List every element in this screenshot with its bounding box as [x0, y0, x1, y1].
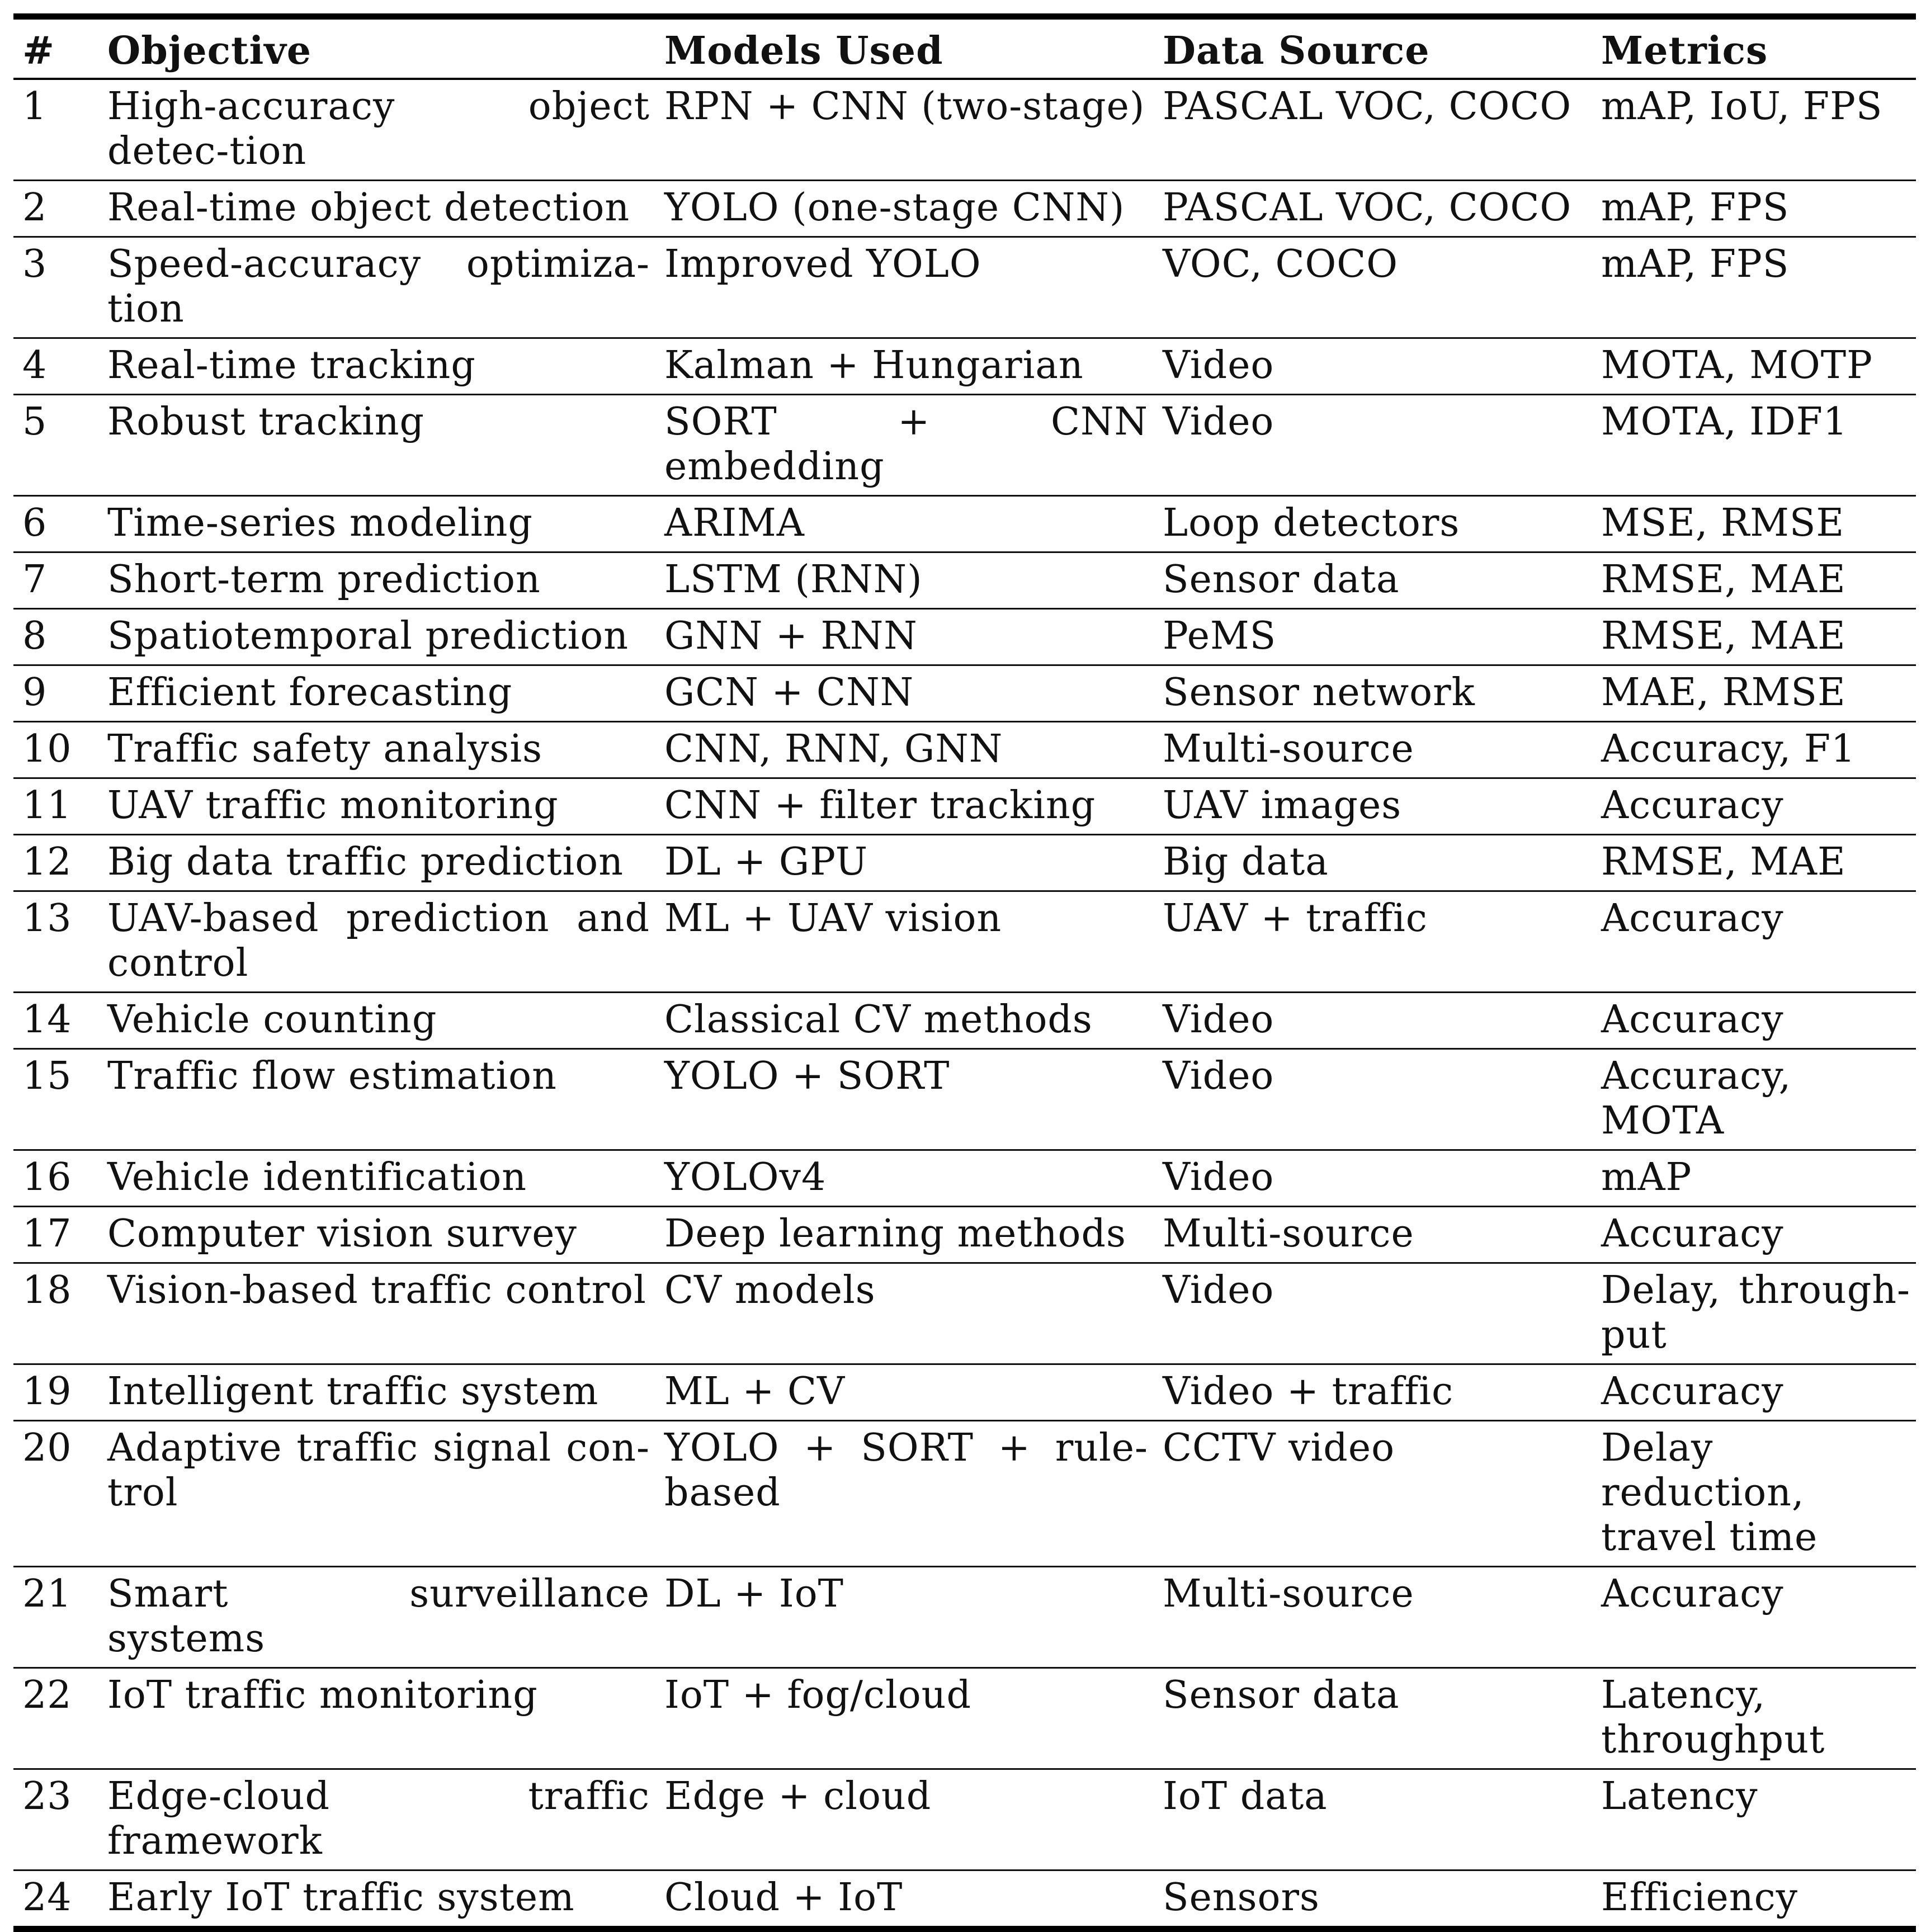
cell-models-used: YOLOv4 — [655, 1150, 1154, 1207]
cell-models-used: ARIMA — [655, 496, 1154, 552]
cell-number: 22 — [13, 1668, 98, 1769]
cell-models-used: IoT + fog/cloud — [655, 1668, 1154, 1769]
cell-metrics: MOTA, IDF1 — [1592, 395, 1916, 496]
cell-models-used: Classical CV methods — [655, 993, 1154, 1049]
cell-data-source: PASCAL VOC, COCO — [1154, 79, 1592, 181]
cell-data-source: UAV + traffic — [1154, 891, 1592, 993]
cell-data-source: Video — [1154, 1150, 1592, 1207]
table-row — [13, 395, 1916, 496]
table-row — [13, 1567, 1916, 1668]
cell-number: 9 — [13, 665, 98, 722]
table-row — [13, 778, 1916, 835]
cell-number: 15 — [13, 1049, 98, 1150]
cell-metrics: Accuracy, MOTA — [1592, 1049, 1916, 1150]
cell-models-used: SORT + CNN embedding — [655, 395, 1154, 496]
cell-data-source: Multi-source — [1154, 1567, 1592, 1668]
cell-data-source: Sensor data — [1154, 1668, 1592, 1769]
cell-objective: Efficient forecasting — [98, 665, 655, 722]
cell-data-source: Video — [1154, 993, 1592, 1049]
table-row — [13, 1049, 1916, 1150]
cell-number: 21 — [13, 1567, 98, 1668]
table-row — [13, 665, 1916, 722]
table-row — [13, 1421, 1916, 1567]
cell-number: 16 — [13, 1150, 98, 1207]
header-number: # — [13, 17, 98, 79]
cell-metrics: Accuracy — [1592, 778, 1916, 835]
cell-number: 6 — [13, 496, 98, 552]
cell-number: 8 — [13, 609, 98, 665]
cell-models-used: Edge + cloud — [655, 1769, 1154, 1870]
cell-number: 13 — [13, 891, 98, 993]
cell-models-used: GCN + CNN — [655, 665, 1154, 722]
comparison-table — [13, 13, 1916, 1932]
cell-models-used: RPN + CNN (two-stage) — [655, 79, 1154, 181]
cell-models-used: CNN + filter tracking — [655, 778, 1154, 835]
cell-data-source: Video — [1154, 338, 1592, 395]
cell-objective: Vehicle identification — [98, 1150, 655, 1207]
cell-data-source: Multi-source — [1154, 722, 1592, 778]
cell-metrics: mAP — [1592, 1150, 1916, 1207]
table-row — [13, 1668, 1916, 1769]
cell-metrics: Accuracy — [1592, 891, 1916, 993]
cell-number: 23 — [13, 1769, 98, 1870]
cell-metrics: mAP, FPS — [1592, 237, 1916, 338]
table-row — [13, 237, 1916, 338]
cell-data-source: CCTV video — [1154, 1421, 1592, 1567]
cell-metrics: Efficiency — [1601, 1876, 1798, 1920]
cell-objective: Speed-accuracy optimiza-tion — [98, 237, 655, 338]
cell-number: 3 — [13, 237, 98, 338]
cell-number: 7 — [13, 552, 98, 609]
cell-data-source: Big data — [1154, 835, 1592, 891]
cell-objective: Real-time object detection — [98, 181, 655, 237]
cell-models-used: ML + CV — [655, 1364, 1154, 1421]
table-row — [13, 1150, 1916, 1207]
cell-data-source: Video — [1154, 1049, 1592, 1150]
cell-objective: Edge-cloud traffic framework — [98, 1769, 655, 1870]
header-objective: Objective — [98, 17, 655, 79]
cell-metrics: MSE, RMSE — [1592, 496, 1916, 552]
table-row — [13, 1263, 1916, 1364]
cell-number: 20 — [13, 1421, 98, 1567]
cell-models-used: YOLO + SORT + rule-based — [655, 1421, 1154, 1567]
cell-models-used: LSTM (RNN) — [655, 552, 1154, 609]
table-row — [13, 552, 1916, 609]
table-header-row — [13, 17, 1916, 79]
cell-objective: Short-term prediction — [98, 552, 655, 609]
cell-objective: Smart surveillance systems — [98, 1567, 655, 1668]
table-row — [13, 338, 1916, 395]
table-row — [13, 722, 1916, 778]
header-metrics: Metrics — [1592, 17, 1916, 79]
cell-data-source: Loop detectors — [1154, 496, 1592, 552]
cell-metrics: RMSE, MAE — [1592, 609, 1916, 665]
cell-number: 24 — [22, 1876, 72, 1920]
cell-metrics: Accuracy, F1 — [1592, 722, 1916, 778]
cell-data-source: VOC, COCO — [1154, 237, 1592, 338]
table-row — [13, 496, 1916, 552]
cell-models-used: Cloud + IoT — [664, 1876, 903, 1920]
cell-metrics: RMSE, MAE — [1592, 835, 1916, 891]
cell-objective: Time-series modeling — [98, 496, 655, 552]
cell-data-source: UAV images — [1154, 778, 1592, 835]
cell-metrics: Accuracy — [1592, 1567, 1916, 1668]
table-row — [13, 1207, 1916, 1263]
cell-metrics: Delay, through-put — [1592, 1263, 1916, 1364]
cell-objective: Early IoT traffic system — [107, 1876, 575, 1920]
cell-data-source: Sensor network — [1154, 665, 1592, 722]
cell-objective: UAV-based prediction and control — [98, 891, 655, 993]
cell-objective: IoT traffic monitoring — [98, 1668, 655, 1769]
table-row — [13, 993, 1916, 1049]
cell-objective: Computer vision survey — [98, 1207, 655, 1263]
cell-objective: Robust tracking — [98, 395, 655, 496]
cell-objective: Traffic flow estimation — [98, 1049, 655, 1150]
cell-data-source: Sensors — [1163, 1876, 1320, 1920]
cell-objective: Vision-based traffic control — [98, 1263, 655, 1364]
cell-objective: High-accuracy object detec-tion — [98, 79, 655, 181]
table-row — [13, 1769, 1916, 1870]
cell-metrics: Accuracy — [1592, 993, 1916, 1049]
cell-objective: Adaptive traffic signal con-trol — [98, 1421, 655, 1567]
cell-models-used: Improved YOLO — [655, 237, 1154, 338]
cell-data-source: PeMS — [1154, 609, 1592, 665]
cell-number: 18 — [13, 1263, 98, 1364]
cell-objective: Big data traffic prediction — [98, 835, 655, 891]
cell-number: 10 — [13, 722, 98, 778]
cell-objective: Spatiotemporal prediction — [98, 609, 655, 665]
cell-objective: Real-time tracking — [98, 338, 655, 395]
cell-metrics: Accuracy — [1592, 1207, 1916, 1263]
cell-number: 4 — [13, 338, 98, 395]
cell-data-source: Video — [1154, 395, 1592, 496]
cell-models-used: Deep learning methods — [655, 1207, 1154, 1263]
cell-number: 11 — [13, 778, 98, 835]
table-row — [13, 835, 1916, 891]
cell-metrics: Delay reduction, travel time — [1592, 1421, 1916, 1567]
cell-metrics: Accuracy — [1592, 1364, 1916, 1421]
header-models-used: Models Used — [655, 17, 1154, 79]
cell-data-source: Video + traffic — [1154, 1364, 1592, 1421]
cell-number: 1 — [13, 79, 98, 181]
cell-models-used: DL + IoT — [655, 1567, 1154, 1668]
cell-data-source: Video — [1154, 1263, 1592, 1364]
cell-models-used: Kalman + Hungarian — [655, 338, 1154, 395]
cell-number: 14 — [13, 993, 98, 1049]
cell-number: 5 — [13, 395, 98, 496]
cell-metrics: mAP, IoU, FPS — [1592, 79, 1916, 181]
cell-number: 2 — [13, 181, 98, 237]
cell-number: 17 — [13, 1207, 98, 1263]
cell-data-source: IoT data — [1154, 1769, 1592, 1870]
cell-models-used: ML + UAV vision — [655, 891, 1154, 993]
table-row — [13, 79, 1916, 181]
cell-models-used: CNN, RNN, GNN — [655, 722, 1154, 778]
cell-objective: Intelligent traffic system — [98, 1364, 655, 1421]
cell-objective: Traffic safety analysis — [98, 722, 655, 778]
cell-metrics: Latency, throughput — [1592, 1668, 1916, 1769]
table-row — [13, 181, 1916, 237]
cell-objective: UAV traffic monitoring — [98, 778, 655, 835]
cell-metrics: MAE, RMSE — [1592, 665, 1916, 722]
cell-models-used: CV models — [655, 1263, 1154, 1364]
header-data-source: Data Source — [1154, 17, 1592, 79]
cell-metrics: mAP, FPS — [1592, 181, 1916, 237]
table-row — [13, 609, 1916, 665]
table-row — [13, 1364, 1916, 1421]
cell-data-source: Sensor data — [1154, 552, 1592, 609]
cell-models-used: GNN + RNN — [655, 609, 1154, 665]
cell-models-used: YOLO (one-stage CNN) — [655, 181, 1154, 237]
cell-number: 19 — [13, 1364, 98, 1421]
cell-metrics: MOTA, MOTP — [1592, 338, 1916, 395]
table-row — [13, 891, 1916, 993]
cell-data-source: Multi-source — [1154, 1207, 1592, 1263]
cell-metrics: Latency — [1592, 1769, 1916, 1870]
table-container — [13, 13, 1916, 1932]
cell-models-used: DL + GPU — [655, 835, 1154, 891]
cell-models-used: YOLO + SORT — [655, 1049, 1154, 1150]
table-row — [13, 1870, 1916, 1929]
cell-data-source: PASCAL VOC, COCO — [1154, 181, 1592, 237]
cell-metrics: RMSE, MAE — [1592, 552, 1916, 609]
cell-objective: Vehicle counting — [98, 993, 655, 1049]
cell-number: 12 — [13, 835, 98, 891]
